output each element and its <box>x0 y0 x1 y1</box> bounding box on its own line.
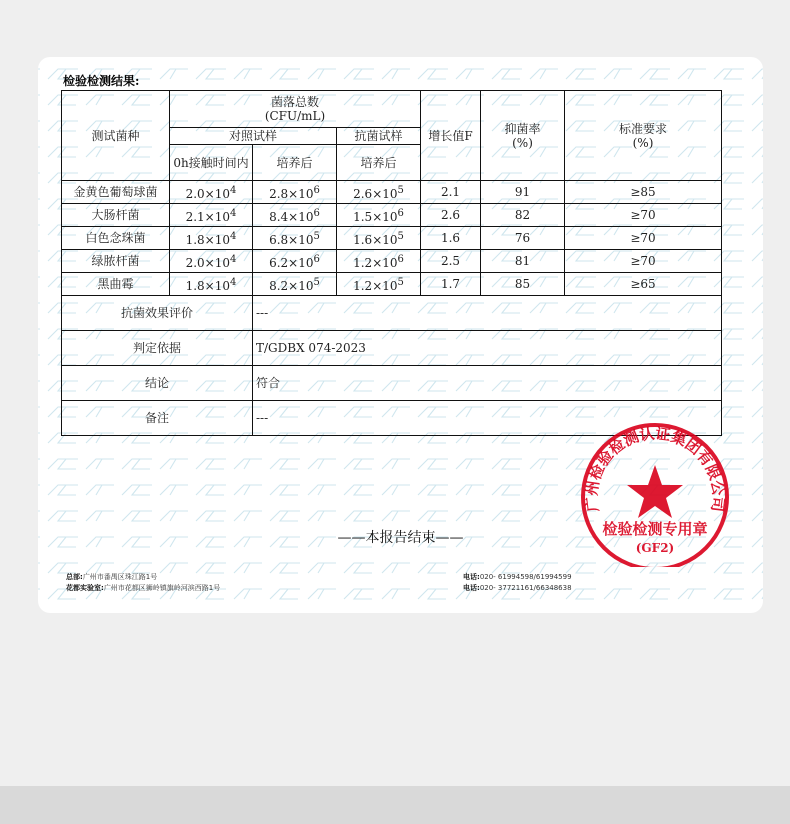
standard-requirement: ≥85 <box>565 181 722 204</box>
header-standard-requirement: 标准要求 (%) <box>565 91 722 181</box>
strain-name: 大肠杆菌 <box>62 204 170 227</box>
conclusion-label: 结论 <box>62 366 253 401</box>
remark-value: --- <box>253 401 722 436</box>
control-after-count: $6.2\times 10^6$ <box>253 250 337 273</box>
header-growth-value: 增长值F <box>421 91 481 181</box>
table-row <box>62 181 722 204</box>
control-after-count: $8.4\times 10^6$ <box>253 204 337 227</box>
strain-name: 绿脓杆菌 <box>62 250 170 273</box>
basis-label: 判定依据 <box>62 331 253 366</box>
standard-requirement: ≥65 <box>565 273 722 296</box>
control-after-count: $6.8\times 10^5$ <box>253 227 337 250</box>
evaluation-value: --- <box>253 296 722 331</box>
inhibition-rate: 85 <box>481 273 565 296</box>
control-0h-count: $2.1\times 10^4$ <box>170 204 253 227</box>
seal-ring-text: 广州检验检测认证集团有限公司 <box>582 424 728 513</box>
inhibition-rate: 82 <box>481 204 565 227</box>
antibacterial-after-count: $1.5\times 10^6$ <box>337 204 421 227</box>
header-antibacterial-sample: 抗菌试样 <box>337 128 421 145</box>
table-row <box>62 273 722 296</box>
antibacterial-after-count: $1.2\times 10^5$ <box>337 273 421 296</box>
growth-value: 1.7 <box>421 273 481 296</box>
control-after-count: $8.2\times 10^5$ <box>253 273 337 296</box>
antibacterial-after-count: $1.6\times 10^5$ <box>337 227 421 250</box>
header-after-culture-antibacterial: 培养后 <box>337 145 421 181</box>
inhibition-rate: 76 <box>481 227 565 250</box>
header-control-sample: 对照试样 <box>170 128 337 145</box>
footer-phone: 电话:020- 61994598/61994599 电话:020- 37721161/66348638 <box>463 573 572 592</box>
basis-value: T/GDBX 074-2023 <box>253 331 722 366</box>
growth-value: 2.6 <box>421 204 481 227</box>
table-row <box>62 250 722 273</box>
table-row <box>62 204 722 227</box>
growth-value: 2.1 <box>421 181 481 204</box>
control-0h-count: $1.8\times 10^4$ <box>170 227 253 250</box>
header-inhibition-rate: 抑菌率 (%) <box>481 91 565 181</box>
strain-name: 金黄色葡萄球菌 <box>62 181 170 204</box>
control-0h-count: $2.0\times 10^4$ <box>170 250 253 273</box>
inhibition-rate: 91 <box>481 181 565 204</box>
standard-requirement: ≥70 <box>565 204 722 227</box>
growth-value: 1.6 <box>421 227 481 250</box>
strain-name: 黑曲霉 <box>62 273 170 296</box>
table-row <box>62 227 722 250</box>
antibacterial-after-count: $1.2\times 10^6$ <box>337 250 421 273</box>
section-title: 检验检测结果: <box>63 74 140 88</box>
control-after-count: $2.8\times 10^6$ <box>253 181 337 204</box>
control-0h-count: $1.8\times 10^4$ <box>170 273 253 296</box>
header-contact-0h: 0h接触时间内 <box>170 145 253 181</box>
growth-value: 2.5 <box>421 250 481 273</box>
inhibition-rate: 81 <box>481 250 565 273</box>
control-0h-count: $2.0\times 10^4$ <box>170 181 253 204</box>
strain-name: 白色念珠菌 <box>62 227 170 250</box>
conclusion-value: 符合 <box>253 366 722 401</box>
results-table <box>61 90 722 436</box>
header-strain: 测试菌种 <box>62 91 170 181</box>
header-colony-total: 菌落总数 (CFU/mL) <box>170 91 421 128</box>
seal-center-text: 检验检测专用章 <box>602 520 708 538</box>
bottom-band <box>0 786 790 824</box>
evaluation-label: 抗菌效果评价 <box>62 296 253 331</box>
standard-requirement: ≥70 <box>565 227 722 250</box>
footer-address: 总部:广州市番禺区珠江路1号 花都实验室:广州市花都区狮岭镇旗岭河滨西路1号 <box>66 573 221 592</box>
standard-requirement: ≥70 <box>565 250 722 273</box>
seal-code: (GF2) <box>635 541 675 555</box>
header-after-culture-control: 培养后 <box>253 145 337 181</box>
report-page <box>38 57 763 613</box>
report-end-text: ——本报告结束—— <box>337 530 464 546</box>
antibacterial-after-count: $2.6\times 10^5$ <box>337 181 421 204</box>
remark-label: 备注 <box>62 401 253 436</box>
